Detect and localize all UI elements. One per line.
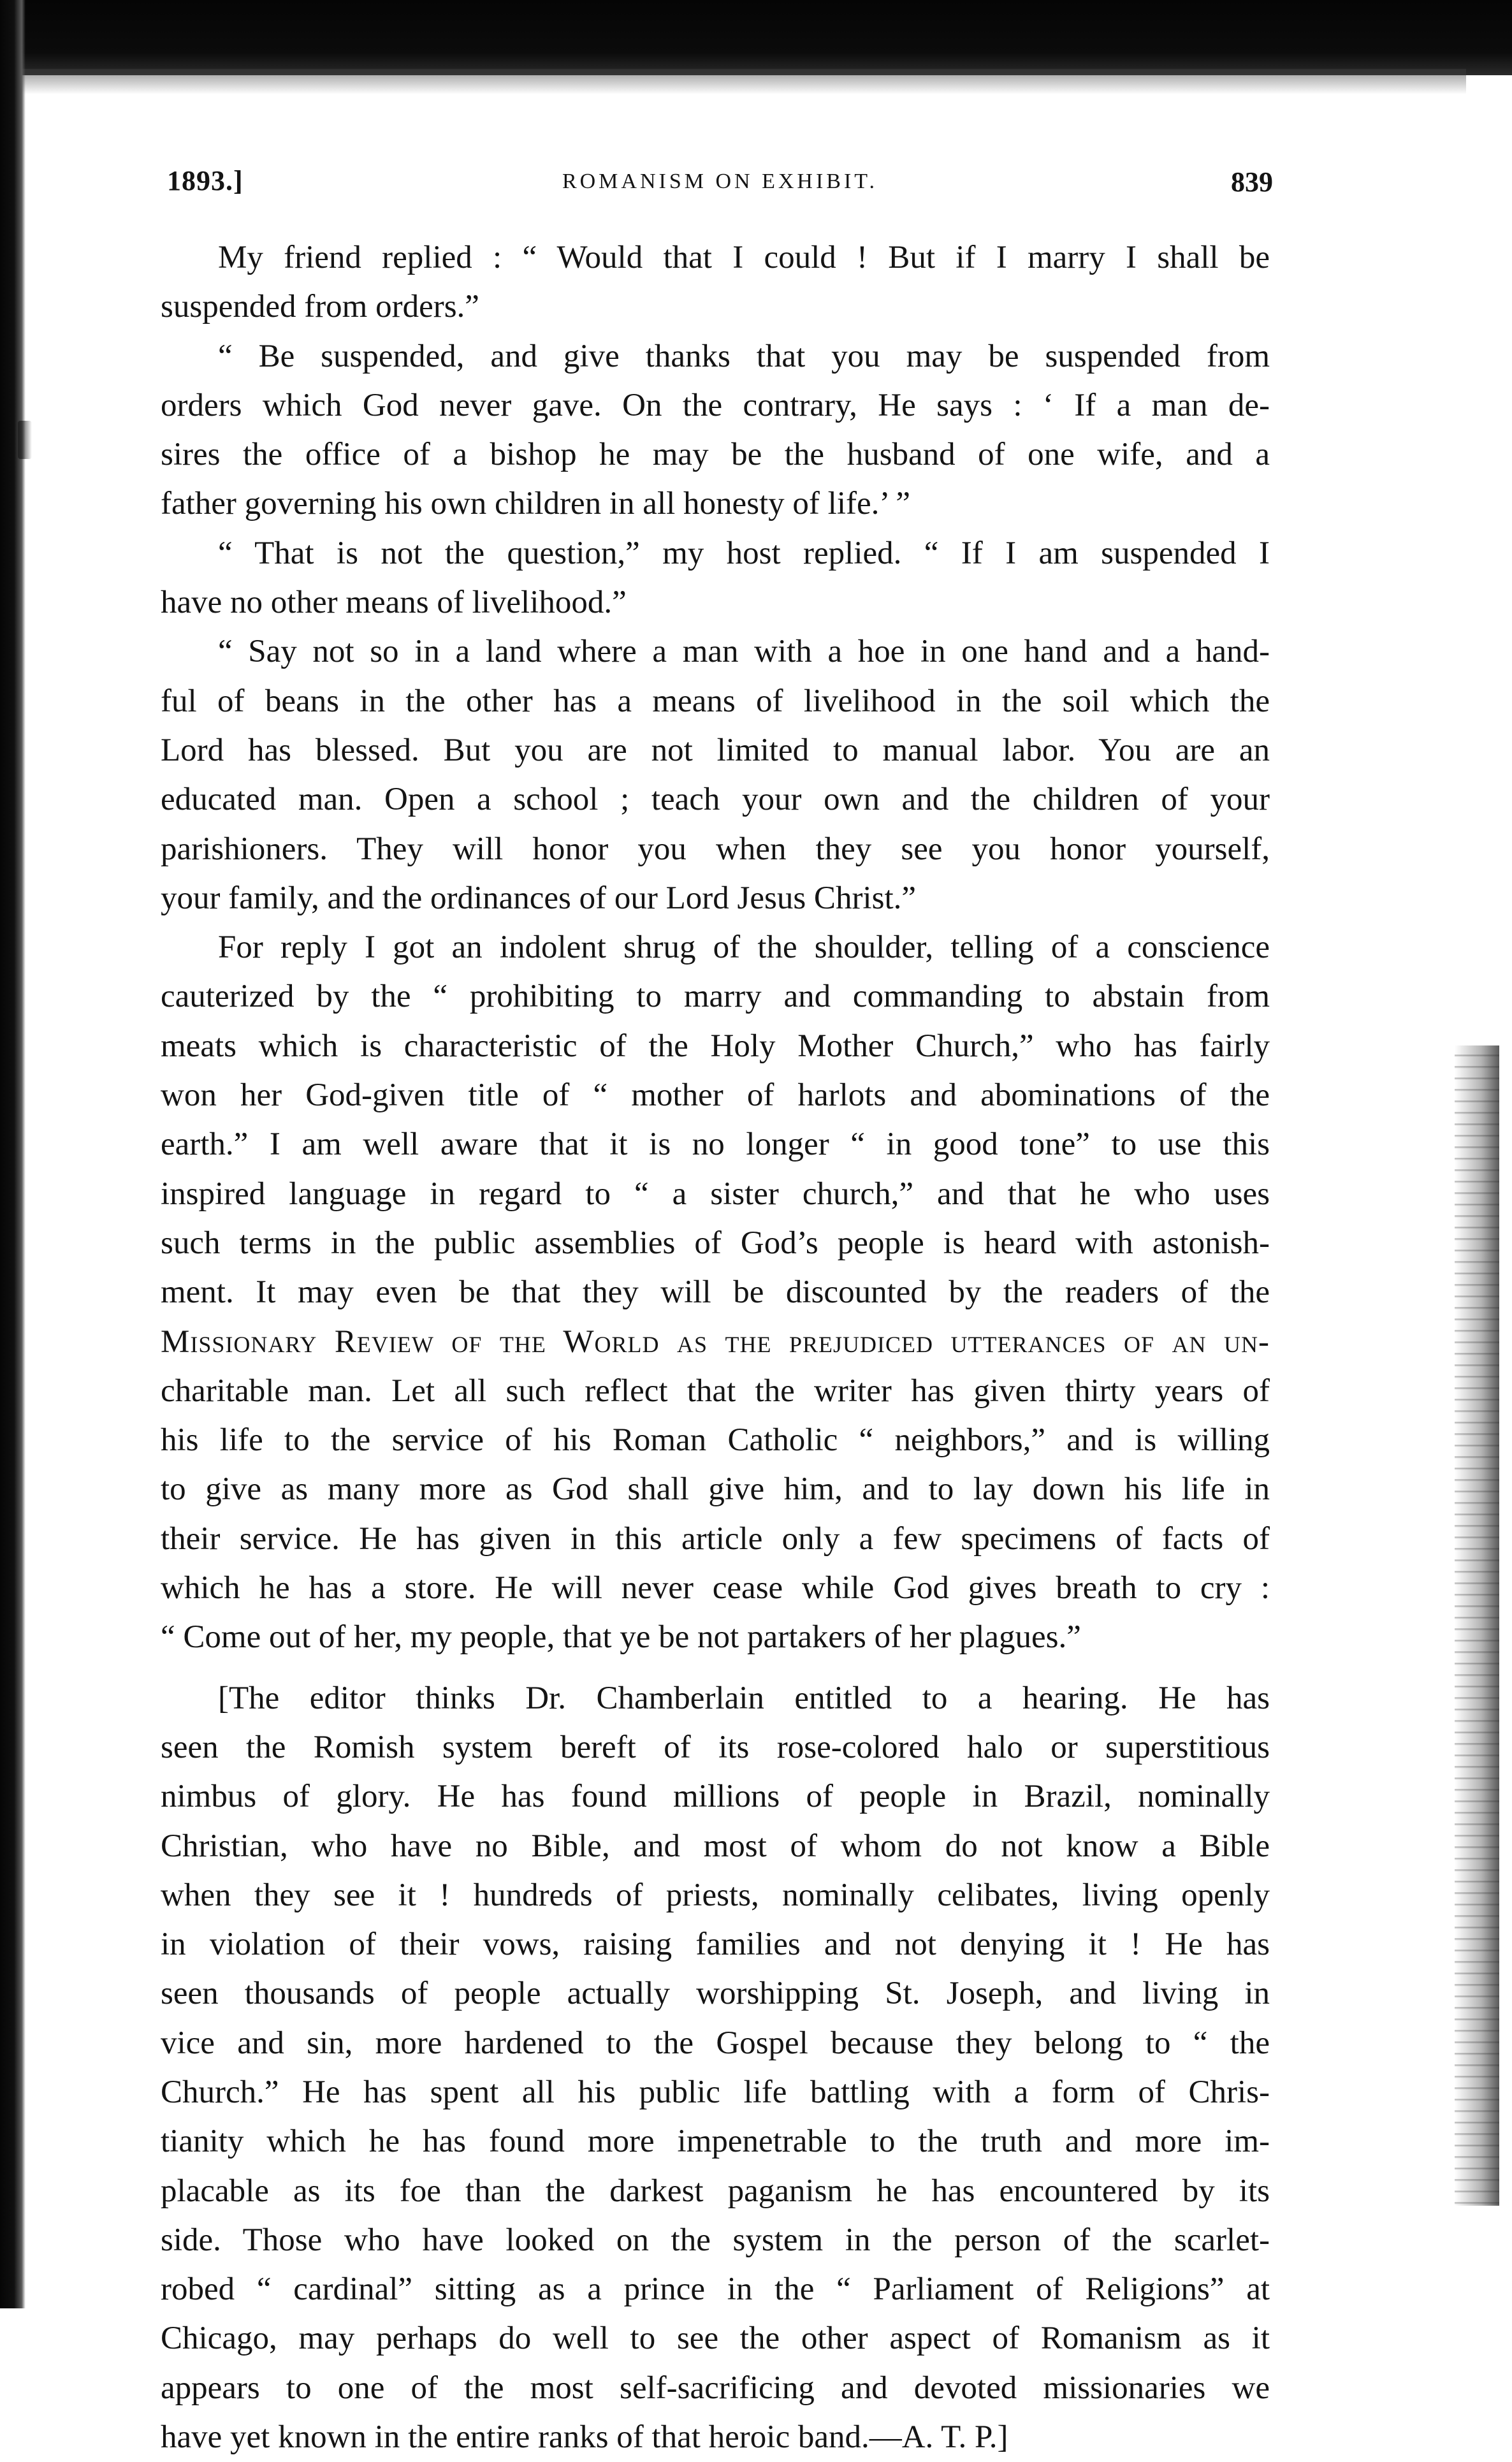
text-line: orders which God never gave. On the contrary, He says : ‘ If a man de- xyxy=(161,387,1270,423)
text-line: have yet known in the entire ranks of that heroic band.—A. T. P.] xyxy=(161,2419,1008,2456)
text-line: parishioners. They will honor you when they see you honor yourself, xyxy=(161,831,1270,867)
text-line: For reply I got an indolent shrug of the shoulder, telling of a conscience xyxy=(218,929,1270,966)
text-line: to give as many more as God shall give him, and to lay down his life in xyxy=(161,1471,1270,1508)
running-head-title: ROMANISM ON EXHIBIT. xyxy=(562,170,878,193)
text-line: educated man. Open a school ; teach your own and the children of your xyxy=(161,782,1270,818)
text-line: which he has a store. He will never cease while God gives breath to cry : xyxy=(161,1570,1270,1606)
text-line: Lord has blessed. But you are not limited to manual labor. You are an xyxy=(161,732,1270,768)
text-line: cauterized by the “ prohibiting to marry and commanding to abstain from xyxy=(161,979,1270,1015)
text-line: appears to one of the most self-sacrificing and devoted missionaries we xyxy=(161,2370,1270,2406)
text-line: tianity which he has found more impenetrable to the truth and more im- xyxy=(161,2123,1270,2160)
text-line: your family, and the ordinances of our Lord Jesus Christ.” xyxy=(161,880,917,916)
text-line: such terms in the public assemblies of God’s people is heard with astonish- xyxy=(161,1225,1270,1261)
text-line: Missionary Review of the World as the prejudiced utterances of an un- xyxy=(161,1323,1270,1360)
scan-shadow-top xyxy=(0,69,1466,94)
text-line: won her God-given title of “ mother of harlots and abominations of the xyxy=(161,1077,1270,1114)
text-line: vice and sin, more hardened to the Gospel because they belong to “ the xyxy=(161,2025,1270,2061)
scan-border-top xyxy=(0,0,1512,75)
text-line: Church.” He has spent all his public life battling with a form of Chris- xyxy=(161,2074,1270,2110)
text-line: have no other means of livelihood.” xyxy=(161,585,627,621)
text-line: My friend replied : “ Would that I could ! But if I marry I shall be xyxy=(218,240,1270,275)
text-line: seen thousands of people actually worshipping St. Joseph, and living in xyxy=(161,1976,1270,2012)
text-line: [The editor thinks Dr. Chamberlain entitled to a hearing. He has xyxy=(218,1680,1270,1716)
text-line: their service. He has given in this article only a few specimens of facts of xyxy=(161,1520,1270,1557)
text-line: father governing his own children in all honesty of life.’ ” xyxy=(161,486,910,522)
text-line: in violation of their vows, raising families and not denying it ! He has xyxy=(161,1927,1270,1963)
text-line: “ Be suspended, and give thanks that you may be suspended from xyxy=(218,338,1270,374)
text-line: placable as its foe than the darkest paganism he has encountered by its xyxy=(161,2173,1270,2209)
text-line: Chicago, may perhaps do well to see the other aspect of Romanism as it xyxy=(161,2320,1270,2357)
text-line: his life to the service of his Roman Catholic “ neighbors,” and is willing xyxy=(161,1422,1270,1459)
text-line: Christian, who have no Bible, and most of whom do not know a Bible xyxy=(161,1828,1270,1864)
text-line: robed “ cardinal” sitting as a prince in the “ Parliament of Religions” at xyxy=(161,2271,1270,2308)
text-line: “ That is not the question,” my host replied. “ If I am suspended I xyxy=(218,535,1270,571)
text-line: ment. It may even be that they will be discounted by the readers of the xyxy=(161,1274,1270,1311)
binding-mark xyxy=(18,421,32,459)
text-line: “ Come out of her, my people, that ye be not partakers of her plagues.” xyxy=(161,1619,1081,1656)
running-head xyxy=(167,164,1273,209)
text-line: seen the Romish system bereft of its rose-colored halo or superstitious xyxy=(161,1729,1270,1765)
text-line: side. Those who have looked on the system in the person of the scarlet- xyxy=(161,2222,1270,2258)
text-line: when they see it ! hundreds of priests, nominally celibates, living openly xyxy=(161,1877,1270,1913)
text-line: inspired language in regard to “ a sister church,” and that he who uses xyxy=(161,1176,1270,1212)
running-head-year: 1893.] xyxy=(167,165,244,196)
text-line: nimbus of glory. He has found millions of people in Brazil, nominally xyxy=(161,1779,1270,1815)
text-line: charitable man. Let all such reflect that the writer has given thirty years of xyxy=(161,1373,1270,1409)
text-line: “ Say not so in a land where a man with a hoe in one hand and a hand- xyxy=(218,634,1270,670)
scan-border-left xyxy=(0,0,25,2308)
text-line: sires the office of a bishop he may be the husband of one wife, and a xyxy=(161,437,1270,473)
text-line: suspended from orders.” xyxy=(161,289,479,325)
text-line: earth.” I am well aware that it is no longer “ in good tone” to use this xyxy=(161,1126,1270,1163)
article-body xyxy=(161,233,1270,2462)
text-line: meats which is characteristic of the Holy Mother Church,” who has fairly xyxy=(161,1028,1270,1064)
page-number: 839 xyxy=(1231,166,1273,198)
text-line: ful of beans in the other has a means of livelihood in the soil which the xyxy=(161,683,1270,719)
page-edge-specks xyxy=(1455,1045,1499,2206)
